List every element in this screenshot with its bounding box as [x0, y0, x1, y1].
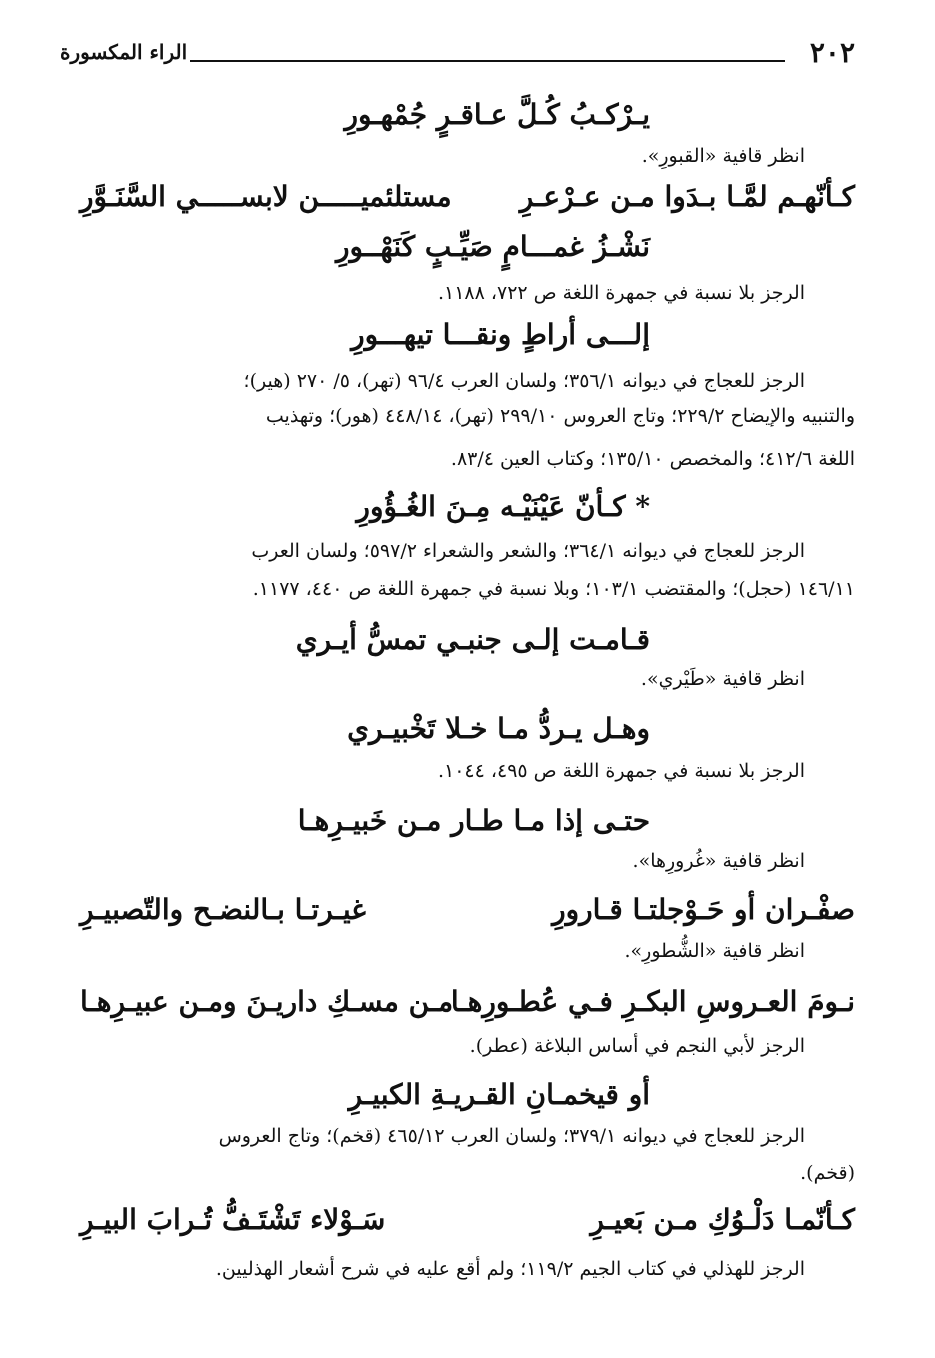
source-note-line: الرجز للعجاج في ديوانه ٣٧٩/١؛ ولسان العرب ٤٦٥/١٢ (قخم)؛ وتاج العروس	[218, 1125, 805, 1147]
verse-hemistich-first: كـأنّمـا دَلْـوُكِ مـن بَعيـرِ	[590, 1203, 855, 1236]
verse-hemistich-second: مـن مسـكِ داريـنَ ومـن عبيـرِهـا	[80, 985, 454, 1018]
source-note-line: والتنبيه والإيضاح ٢٢٩/٢؛ وتاج العروس ٢٩٩/١٠ (تهر)، ٤٤٨/١٤ (هور)؛ وتهذيب	[265, 405, 855, 427]
verse-line: أو قيخمـانِ القـريـةِ الكبيـرِ	[348, 1078, 650, 1111]
source-note: الرجز بلا نسبة في جمهرة اللغة ص ٧٢٢، ١١٨٨.	[437, 282, 805, 304]
source-note: انظر قافية «القبورِ».	[641, 145, 805, 167]
verse-hemistich-second: مستلئميـــــن لابســـــي السَّنَـوَّرِ	[80, 180, 452, 213]
source-note: انظر قافية «الشُّطورِ».	[624, 940, 805, 962]
verse-line: نَشْـزُ غمـــامٍ صَيِّـبٍ كَنَهْــورِ	[336, 230, 650, 263]
verse-hemistich-first: نـومَ العـروسِ البكـرِ فـي عُطـورِهـا	[450, 985, 855, 1018]
verse-line: * كـأنّ عَيْنَيْـه مِـنَ الغُـؤُورِ	[356, 490, 650, 523]
source-note: انظر قافية «طَيْري».	[640, 668, 805, 690]
verse-line: وهـل يـردُّ مـا خـلا تَخْبيـري	[347, 712, 650, 745]
verse-hemistich-second: غيـرتـا بـالنضـح والتّصبيـرِ	[80, 893, 366, 926]
verse-line: يـرْكـبُ كُـلَّ عـاقـرٍ جُمْهـورِ	[344, 98, 650, 131]
source-note-line: الرجز للعجاج في ديوانه ٣٥٦/١؛ ولسان العرب ٩٦/٤ (تهر)، ٥/ ٢٧٠ (هير)؛	[243, 370, 805, 392]
verse-hemistich-first: كـأنّهـم لمَّـا بـدَوا مـن عـرْعـرِ	[519, 180, 855, 213]
page-number: ٢٠٢	[809, 36, 855, 69]
verse-line: قـامـت إلـى جنبـي تمسُّ أيـري	[295, 623, 650, 656]
source-note: الرجز بلا نسبة في جمهرة اللغة ص ٤٩٥، ١٠٤٤.	[437, 760, 805, 782]
source-note-line: (قخم).	[800, 1162, 855, 1184]
source-note: انظر قافية «غُرورِها».	[632, 850, 805, 872]
source-note: الرجز لأبي النجم في أساس البلاغة (عطر).	[469, 1035, 805, 1057]
header-rule	[190, 60, 785, 62]
page-header	[60, 36, 855, 76]
running-title: الراء المكسورة	[60, 40, 188, 64]
source-note-line: اللغة ٤١٢/٦؛ والمخصص ١٣٥/١٠؛ وكتاب العين ٨٣/٤.	[450, 448, 855, 470]
verse-line: إلـــى أراطٍ ونقـــا تيهـــورِ	[351, 318, 650, 351]
verse-hemistich-second: سَـوْلاء تَشْتَـفُّ تُـرابَ البيـرِ	[80, 1203, 386, 1236]
source-note-line: الرجز للعجاج في ديوانه ٣٦٤/١؛ والشعر والشعراء ٥٩٧/٢؛ ولسان العرب	[251, 540, 805, 562]
source-note: الرجز للهذلي في كتاب الجيم ١١٩/٢؛ ولم أقع عليه في شرح أشعار الهذليين.	[215, 1258, 805, 1280]
verse-line: حتـى إذا مـا طـار مـن خَبيـرِهـا	[297, 804, 650, 837]
verse-hemistich-first: صفْـران أو حَـوْجلتـا قـارورِ	[552, 893, 855, 926]
source-note-line: ١٤٦/١١ (حجل)؛ والمقتضب ١٠٣/١؛ وبلا نسبة في جمهرة اللغة ص ٤٤٠، ١١٧٧.	[252, 578, 855, 600]
